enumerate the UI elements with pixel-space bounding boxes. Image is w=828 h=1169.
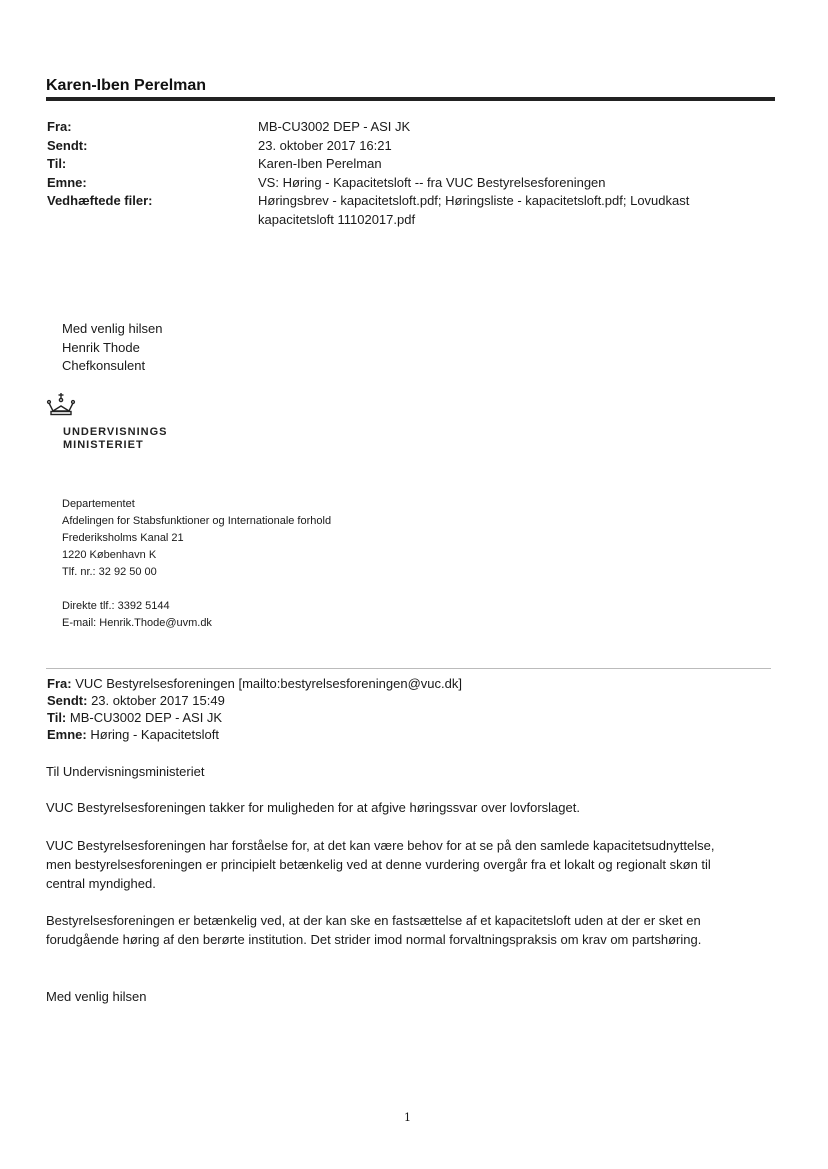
sent-value: 23. oktober 2017 16:21	[258, 138, 392, 153]
forward-separator	[46, 668, 771, 669]
body-salutation: Til Undervisningsministeriet	[46, 764, 205, 779]
body-paragraph-3-line-2: forudgående høring af den berørte institution. Det strider imod normal forvaltningspraksis om krav om partshøring.	[46, 932, 702, 947]
page-number: 1	[404, 1111, 411, 1124]
document-owner-name: Karen-Iben Perelman	[46, 77, 207, 94]
signature-name: Henrik Thode	[62, 340, 140, 355]
city-address: 1220 København K	[62, 549, 157, 561]
body-paragraph-2-line-3: central myndighed.	[46, 876, 156, 891]
forwarded-to-value: MB-CU3002 DEP - ASI JK	[69, 710, 223, 725]
signature-title: Chefkonsulent	[62, 358, 146, 373]
direct-phone: Direkte tlf.: 3392 5144	[62, 600, 170, 612]
department: Departementet	[62, 498, 135, 510]
sent-label: Sendt:	[47, 138, 88, 153]
signature-greeting: Med venlig hilsen	[62, 321, 163, 336]
street-address: Frederiksholms Kanal 21	[62, 532, 184, 544]
forwarded-sent	[47, 692, 225, 709]
forwarded-from-value: VUC Bestyrelsesforeningen [mailto:bestyrelsesforeningen@vuc.dk]	[75, 676, 462, 691]
body-paragraph-3-line-1: Bestyrelsesforeningen er betænkelig ved, at der kan ske en fastsættelse af et kapacitetsloft uden at der er sket en	[46, 913, 701, 928]
header-divider	[46, 97, 775, 101]
from-value: MB-CU3002 DEP - ASI JK	[258, 119, 411, 134]
body-paragraph-2-line-2: men bestyrelsesforeningen er principielt betænkelig ved at denne vurdering overgår fra et lokalt og regionalt skøn til	[46, 857, 711, 872]
attachments-line-2: kapacitetsloft 11102017.pdf	[258, 212, 416, 227]
attachments-line-1: Høringsbrev - kapacitetsloft.pdf; Høringsliste - kapacitetsloft.pdf; Lovudkast	[258, 193, 690, 208]
body-paragraph-2-line-1: VUC Bestyrelsesforeningen har forståelse for, at det kan være behov for at se på den samlede kapacitetsudnyttelse,	[46, 838, 715, 853]
forwarded-sent-value: 23. oktober 2017 15:49	[91, 693, 225, 708]
subject-label: Emne:	[47, 175, 87, 190]
attachments-label: Vedhæftede filer:	[47, 193, 153, 208]
forwarded-subject	[47, 726, 219, 743]
body-closing: Med venlig hilsen	[46, 989, 147, 1004]
forwarded-to	[47, 709, 222, 726]
phone-number: Tlf. nr.: 32 92 50 00	[62, 566, 157, 578]
forwarded-to-label: Til:	[47, 710, 67, 725]
ministry-logo-line-2: MINISTERIET	[63, 439, 144, 451]
to-label: Til:	[47, 156, 67, 171]
division: Afdelingen for Stabsfunktioner og Internationale forhold	[62, 515, 332, 527]
forwarded-sent-label: Sendt:	[47, 693, 88, 708]
body-paragraph-1: VUC Bestyrelsesforeningen takker for muligheden for at afgive høringssvar over lovforslaget.	[46, 800, 580, 815]
email-address: E-mail: Henrik.Thode@uvm.dk	[62, 617, 212, 629]
forwarded-subject-label: Emne:	[47, 727, 87, 742]
crown-logo-icon	[46, 392, 76, 416]
ministry-logo-line-1: UNDERVISNINGS	[63, 426, 168, 438]
to-value: Karen-Iben Perelman	[258, 156, 382, 171]
forwarded-subject-value: Høring - Kapacitetsloft	[90, 727, 219, 742]
subject-value: VS: Høring - Kapacitetsloft -- fra VUC Bestyrelsesforeningen	[258, 175, 606, 190]
forwarded-from-label: Fra:	[47, 676, 72, 691]
forwarded-from	[47, 675, 462, 692]
from-label: Fra:	[47, 119, 72, 134]
